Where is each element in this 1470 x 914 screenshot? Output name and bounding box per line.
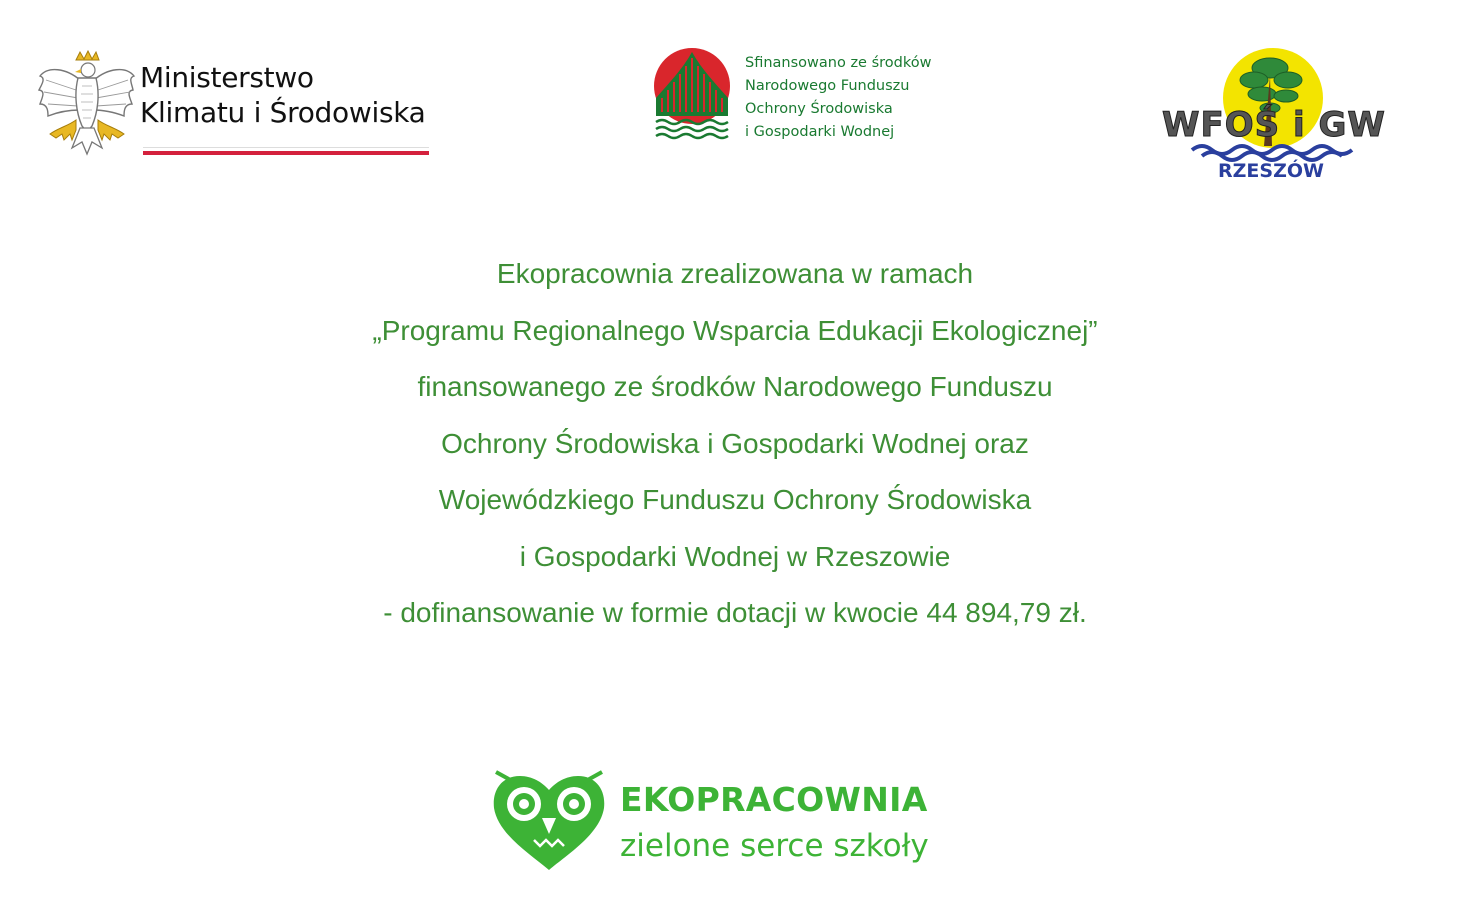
nfosigw-line: i Gospodarki Wodnej xyxy=(745,124,895,140)
statement-line: Wojewódzkiego Funduszu Ochrony Środowiska xyxy=(438,484,1032,515)
polish-eagle-icon xyxy=(36,50,136,156)
wfos-city: RZESZÓW xyxy=(1218,160,1324,182)
nfosigw-caption xyxy=(745,52,931,144)
nfosigw-line: Ochrony Środowiska xyxy=(745,101,893,117)
ekopracownia-subtitle: zielone serce szkoły xyxy=(620,828,929,864)
statement-line: „Programu Regionalnego Wsparcia Edukacji Ekologicznej” xyxy=(372,314,1098,346)
nfosigw-line: Narodowego Funduszu xyxy=(745,78,910,94)
funding-statement xyxy=(235,250,1235,646)
nfosigw-line: Sfinansowano ze środków xyxy=(745,55,932,71)
ministry-logo xyxy=(36,50,436,160)
ministry-name xyxy=(140,60,426,130)
statement-line: Ekopracownia zrealizowana w ramach xyxy=(496,258,974,289)
owl-heart-icon xyxy=(490,768,608,872)
nfosigw-logo xyxy=(652,46,952,146)
ministry-name-line1: Ministerstwo xyxy=(140,61,314,94)
statement-line: - dofinansowanie w formie dotacji w kwocie 44 894,79 zł. xyxy=(383,597,1087,628)
statement-line: i Gospodarki Wodnej w Rzeszowie xyxy=(519,540,951,572)
ekopracownia-title: EKOPRACOWNIA xyxy=(620,780,928,819)
ministry-name-line2: Klimatu i Środowiska xyxy=(140,96,426,129)
wfosigw-rzeszow-logo xyxy=(1158,46,1388,184)
flag-stripe xyxy=(143,147,429,155)
statement-line: Ochrony Środowiska i Gospodarki Wodnej oraz xyxy=(441,427,1029,459)
ekopracownia-logo xyxy=(490,768,990,878)
statement-line: finansowanego ze środków Narodowego Funduszu xyxy=(417,371,1053,402)
wfos-letters: WFOŚ i GW xyxy=(1162,105,1386,145)
nfosigw-emblem-icon xyxy=(652,46,732,141)
